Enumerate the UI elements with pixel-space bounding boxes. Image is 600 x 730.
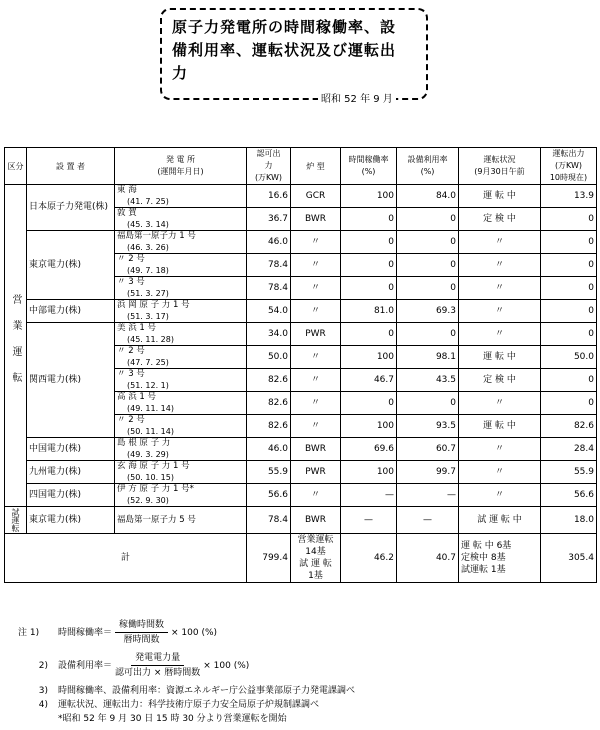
- status-cell: 〃: [459, 461, 541, 484]
- operator-cell: 九州電力(株): [27, 461, 115, 484]
- header-row: [5, 148, 597, 185]
- util-rate-cell: 43.5: [397, 369, 459, 392]
- util-rate-cell: —: [397, 484, 459, 507]
- note-2: 2) 設備利用率＝ $\frac{\text{発電電力量}}{\text{認可出力 × 暦時間数}}$ × 100 (%): [38, 653, 250, 678]
- reactor-cell: PWR: [291, 323, 341, 346]
- plant-name: 敦 賀: [117, 208, 137, 218]
- plant-cell: [115, 208, 247, 231]
- reactor-cell: PWR: [291, 461, 341, 484]
- category-trial: 試運転: [5, 507, 27, 534]
- capacity-cell: 78.4: [247, 277, 291, 300]
- plant-start-date: (51. 3. 27): [127, 289, 169, 298]
- time-rate-cell: 0: [341, 277, 397, 300]
- capacity-cell: 34.0: [247, 323, 291, 346]
- table-row: [5, 438, 597, 461]
- reactor-cell: 〃: [291, 392, 341, 415]
- capacity-cell: 56.6: [247, 484, 291, 507]
- reactor-cell: GCR: [291, 185, 341, 208]
- util-rate-cell: 84.0: [397, 185, 459, 208]
- status-cell: 〃: [459, 438, 541, 461]
- plant-name: 〃 2 号: [117, 415, 145, 425]
- status-cell: 〃: [459, 231, 541, 254]
- plant-cell: [115, 185, 247, 208]
- output-cell: 0: [541, 254, 597, 277]
- plant-start-date: (46. 3. 26): [127, 243, 169, 252]
- util-rate-cell: 98.1: [397, 346, 459, 369]
- status-cell: 〃: [459, 254, 541, 277]
- header-output: 運転出力 (万KW) 10時現在): [541, 148, 597, 185]
- note-3: 3) 時間稼働率、設備利用率：資源エネルギー庁公益事業部原子力発電課調べ: [38, 686, 356, 696]
- plant-cell: [115, 484, 247, 507]
- status-cell: 運 転 中: [459, 185, 541, 208]
- header-category: 区分: [5, 148, 27, 185]
- status-cell: 〃: [459, 392, 541, 415]
- date-label: 昭和 52 年 9 月: [318, 90, 396, 105]
- operator-cell: 中部電力(株): [27, 300, 115, 323]
- table-row: [5, 323, 597, 346]
- capacity-cell: 54.0: [247, 300, 291, 323]
- trial-plant: 福島第一原子力 5 号: [115, 507, 247, 534]
- status-cell: 運 転 中: [459, 415, 541, 438]
- plant-name: 美 浜 1 号: [117, 323, 157, 333]
- trial-output: 18.0: [541, 507, 597, 534]
- plant-cell: [115, 254, 247, 277]
- operator-cell: 関西電力(株): [27, 323, 115, 438]
- output-cell: 55.9: [541, 461, 597, 484]
- reactor-cell: 〃: [291, 254, 341, 277]
- header-capacity: 認可出 力 (万KW): [247, 148, 291, 185]
- plant-name: 〃 2 号: [117, 254, 145, 264]
- reactor-cell: BWR: [291, 438, 341, 461]
- operator-cell: 四国電力(株): [27, 484, 115, 507]
- table-row: [5, 484, 597, 507]
- total-reactor-count: 営業運転 14基 試 運 転 1基: [291, 534, 341, 583]
- plant-start-date: (51. 12. 1): [127, 381, 169, 390]
- plant-cell: [115, 300, 247, 323]
- capacity-cell: 82.6: [247, 392, 291, 415]
- status-cell: 〃: [459, 300, 541, 323]
- trial-operator: 東京電力(株): [27, 507, 115, 534]
- time-rate-cell: 69.6: [341, 438, 397, 461]
- capacity-cell: 55.9: [247, 461, 291, 484]
- status-cell: 〃: [459, 323, 541, 346]
- reactor-cell: 〃: [291, 346, 341, 369]
- output-cell: 28.4: [541, 438, 597, 461]
- plant-cell: [115, 461, 247, 484]
- output-cell: 0: [541, 392, 597, 415]
- operator-cell: 中国電力(株): [27, 438, 115, 461]
- reactor-cell: 〃: [291, 300, 341, 323]
- util-rate-cell: 0: [397, 231, 459, 254]
- plant-name: 福島第一原子力 1 号: [117, 231, 196, 241]
- plant-name: 伊 方 原 子 力 1 号*: [117, 484, 194, 494]
- plant-start-date: (49. 11. 14): [127, 404, 174, 413]
- output-cell: 13.9: [541, 185, 597, 208]
- plant-cell: [115, 369, 247, 392]
- plant-start-date: (52. 9. 30): [127, 496, 169, 505]
- table-row: [5, 461, 597, 484]
- plant-name: 〃 3 号: [117, 369, 145, 379]
- capacity-cell: 82.6: [247, 415, 291, 438]
- output-cell: 0: [541, 300, 597, 323]
- plant-name: 玄 海 原 子 力 1 号: [117, 461, 190, 471]
- category-commercial: 営業運転: [5, 185, 27, 507]
- util-rate-cell: 60.7: [397, 438, 459, 461]
- trial-time-rate: —: [341, 507, 397, 534]
- header-plant: 発 電 所 (運開年月日): [115, 148, 247, 185]
- table-row: [5, 300, 597, 323]
- title-box: [160, 8, 428, 100]
- header-operator: 設 置 者: [27, 148, 115, 185]
- plant-name: 高 浜 1 号: [117, 392, 157, 402]
- util-rate-cell: 0: [397, 323, 459, 346]
- title-line-1: 原子力発電所の時間稼働率、設: [172, 18, 397, 36]
- total-time-rate: 46.2: [341, 534, 397, 583]
- util-rate-cell: 69.3: [397, 300, 459, 323]
- note-1: 注 1) 時間稼働率＝ $\frac{\text{稼働時間数}}{\text{暦時間数}}$ × 100 (%): [18, 620, 218, 645]
- plant-cell: [115, 438, 247, 461]
- output-cell: 0: [541, 369, 597, 392]
- status-cell: 〃: [459, 277, 541, 300]
- total-output: 305.4: [541, 534, 597, 583]
- plant-cell: [115, 277, 247, 300]
- time-rate-cell: 100: [341, 346, 397, 369]
- header-status: 運転状況 (9月30日午前: [459, 148, 541, 185]
- plant-start-date: (45. 11. 28): [127, 335, 174, 344]
- time-rate-cell: 0: [341, 392, 397, 415]
- capacity-cell: 50.0: [247, 346, 291, 369]
- title-line-3: 力: [172, 64, 189, 82]
- trial-status: 試 運 転 中: [459, 507, 541, 534]
- time-rate-cell: 100: [341, 415, 397, 438]
- trial-row: [5, 507, 597, 534]
- note-4: 4) 運転状況、運転出力：科学技術庁原子力安全局原子炉規制課調べ: [38, 700, 320, 710]
- time-rate-cell: 100: [341, 185, 397, 208]
- title-line-2: 備利用率、運転状況及び運転出: [172, 41, 397, 59]
- capacity-cell: 46.0: [247, 438, 291, 461]
- time-rate-cell: 100: [341, 461, 397, 484]
- util-rate-cell: 0: [397, 277, 459, 300]
- plant-start-date: (47. 7. 25): [127, 358, 169, 367]
- plant-name: 〃 3 号: [117, 277, 145, 287]
- total-util-rate: 40.7: [397, 534, 459, 583]
- plant-cell: [115, 231, 247, 254]
- table-row: [5, 185, 597, 208]
- status-cell: 定 検 中: [459, 208, 541, 231]
- reactor-cell: 〃: [291, 277, 341, 300]
- plant-name: 〃 2 号: [117, 346, 145, 356]
- plant-name: 島 根 原 子 力: [117, 438, 171, 448]
- util-rate-cell: 0: [397, 392, 459, 415]
- plant-cell: [115, 346, 247, 369]
- time-rate-cell: 46.7: [341, 369, 397, 392]
- table-row: [5, 231, 597, 254]
- total-status: 運 転 中 6基 定検中 8基 試運転 1基: [459, 534, 541, 583]
- output-cell: 0: [541, 231, 597, 254]
- notes-section: [18, 618, 355, 726]
- status-cell: 〃: [459, 484, 541, 507]
- time-rate-cell: 0: [341, 254, 397, 277]
- trial-util-rate: —: [397, 507, 459, 534]
- note-5: *昭和 52 年 9 月 30 日 15 時 30 分より営業運転を開始: [58, 714, 287, 724]
- output-cell: 82.6: [541, 415, 597, 438]
- util-rate-cell: 0: [397, 254, 459, 277]
- plant-start-date: (50. 10. 15): [127, 473, 174, 482]
- util-rate-cell: 99.7: [397, 461, 459, 484]
- output-cell: 0: [541, 323, 597, 346]
- plant-name: 東 海: [117, 185, 137, 195]
- time-rate-cell: 0: [341, 323, 397, 346]
- plant-start-date: (49. 3. 29): [127, 450, 169, 459]
- time-rate-cell: —: [341, 484, 397, 507]
- time-rate-cell: 0: [341, 208, 397, 231]
- output-cell: 0: [541, 208, 597, 231]
- total-capacity: 799.4: [247, 534, 291, 583]
- output-cell: 50.0: [541, 346, 597, 369]
- status-cell: 運 転 中: [459, 346, 541, 369]
- status-cell: 定 検 中: [459, 369, 541, 392]
- capacity-cell: 46.0: [247, 231, 291, 254]
- plant-start-date: (41. 7. 25): [127, 197, 169, 206]
- capacity-cell: 78.4: [247, 254, 291, 277]
- util-rate-cell: 0: [397, 208, 459, 231]
- capacity-cell: 16.6: [247, 185, 291, 208]
- total-label: 計: [5, 534, 247, 583]
- trial-reactor: BWR: [291, 507, 341, 534]
- plant-name: 浜 岡 原 子 力 1 号: [117, 300, 190, 310]
- reactor-cell: 〃: [291, 415, 341, 438]
- output-cell: 56.6: [541, 484, 597, 507]
- total-row: [5, 534, 597, 583]
- trial-capacity: 78.4: [247, 507, 291, 534]
- plant-start-date: (51. 3. 17): [127, 312, 169, 321]
- header-reactor: 炉 型: [291, 148, 341, 185]
- plant-cell: [115, 392, 247, 415]
- plant-start-date: (45. 3. 14): [127, 220, 169, 229]
- reactor-cell: 〃: [291, 231, 341, 254]
- operator-cell: 東京電力(株): [27, 231, 115, 300]
- capacity-cell: 36.7: [247, 208, 291, 231]
- header-time-rate: 時間稼働率 (%): [341, 148, 397, 185]
- output-cell: 0: [541, 277, 597, 300]
- header-util-rate: 設備利用率 (%): [397, 148, 459, 185]
- time-rate-cell: 0: [341, 231, 397, 254]
- reactor-cell: BWR: [291, 208, 341, 231]
- plant-start-date: (50. 11. 14): [127, 427, 174, 436]
- plant-start-date: (49. 7. 18): [127, 266, 169, 275]
- util-rate-cell: 93.5: [397, 415, 459, 438]
- plant-cell: [115, 415, 247, 438]
- reactor-cell: 〃: [291, 369, 341, 392]
- time-rate-cell: 81.0: [341, 300, 397, 323]
- operator-cell: 日本原子力発電(株): [27, 185, 115, 231]
- plant-cell: [115, 323, 247, 346]
- operations-table: [4, 147, 597, 583]
- capacity-cell: 82.6: [247, 369, 291, 392]
- reactor-cell: 〃: [291, 484, 341, 507]
- table-body: [5, 185, 597, 507]
